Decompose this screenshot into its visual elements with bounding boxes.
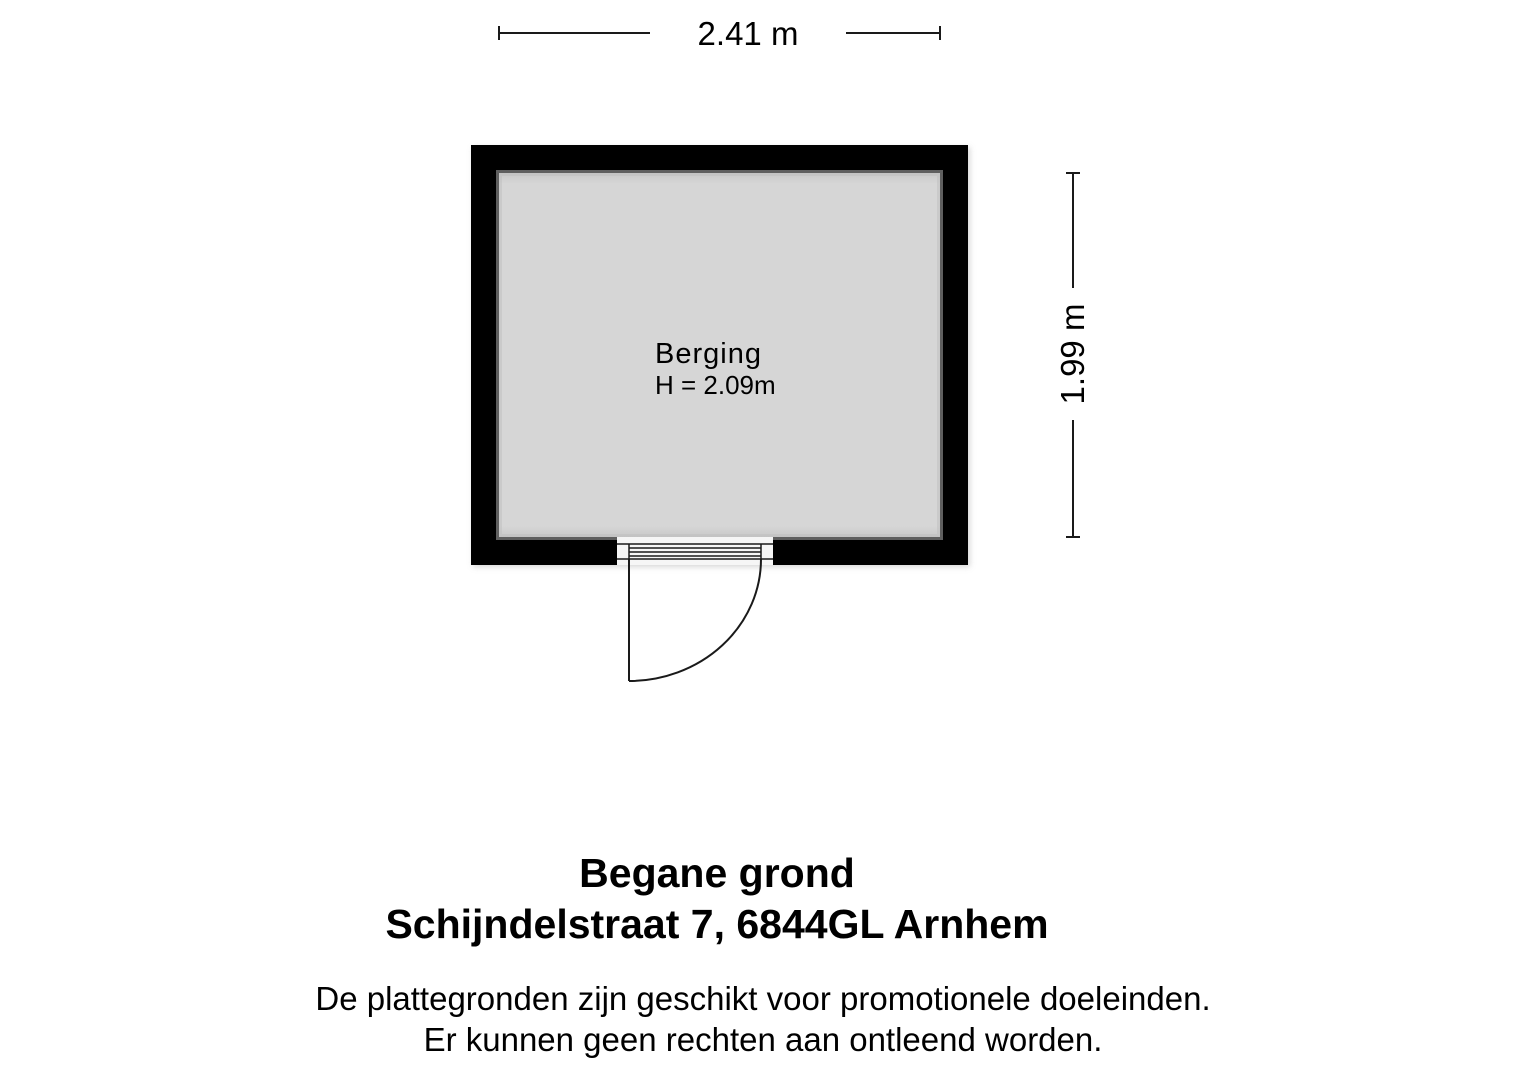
disclaimer-line-2: Er kunnen geen rechten aan ontleend worden. [423,1021,1103,1058]
depth-dimension-label: 1.99 m [1053,298,1093,411]
floor-name-title: Begane grond [579,850,855,896]
disclaimer-line-1: De plattegronden zijn geschikt voor promotionele doeleinden. [315,980,1211,1017]
width-dimension-label: 2.41 m [650,14,846,54]
room-height-label: H = 2.09m [655,370,776,400]
door [617,537,773,681]
room-name-label: Berging [655,338,762,370]
address-title: Schijndelstraat 7, 6844GL Arnhem [385,901,1049,947]
